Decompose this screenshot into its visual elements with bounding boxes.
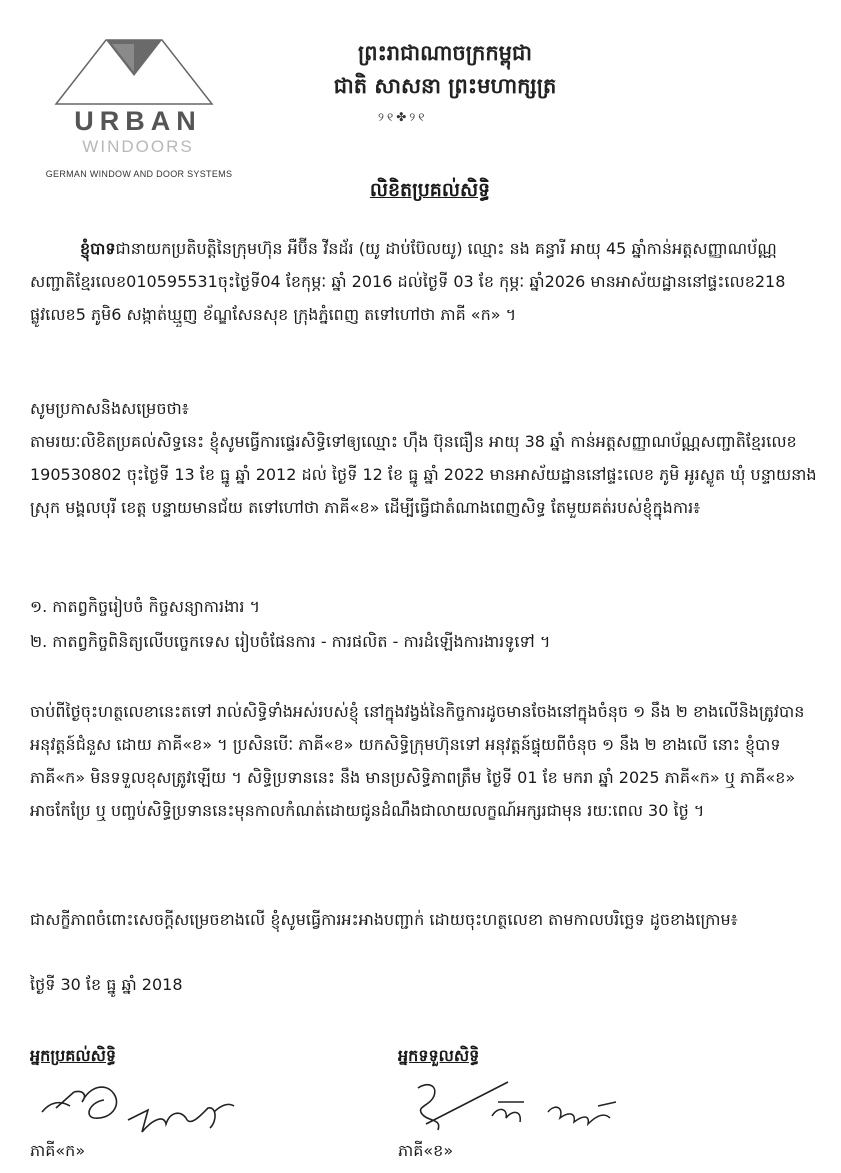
grantee-signature-block xyxy=(398,1045,479,1069)
grantee-signature-icon xyxy=(398,1072,638,1144)
grantor-signature-block xyxy=(30,1045,116,1069)
company-logo xyxy=(40,38,233,188)
document-date: ថ្ងៃទី 30 ខែ ធ្នូ ឆ្នាំ 2018 xyxy=(30,975,183,994)
logo-tagline: GERMAN WINDOW AND DOOR SYSTEMS xyxy=(45,169,233,179)
declare-heading: សូមប្រកាសនិងសម្រេចថា៖ xyxy=(30,399,189,418)
logo-triangle-icon xyxy=(54,38,214,106)
national-motto: ជាតិ សាសនា ព្រះមហាក្សត្រ xyxy=(333,74,557,98)
grantee-heading: អ្នកទទួលសិទ្ធិ xyxy=(398,1046,480,1065)
ornament-divider: ୨୧✤୨୧ xyxy=(378,110,428,124)
paragraph-witness: ជាសក្ខីភាពចំពោះសេចក្តីសម្រេចខាងលើ ខ្ញុំសូមធ្វើការអះអាងបញ្ជាក់ ដោយចុះហត្ថលេខា តាមកាលបរិច្ឆេទ ដូចខាងក្រោម៖ xyxy=(30,910,738,929)
list-item-2: ២. កាតព្វកិច្ចពិនិត្យលើបច្ចេកទេស រៀបចំផែនការ - ការផលិត - ការដំឡើងការងារទូទៅ ។ xyxy=(30,632,551,651)
logo-subbrand: WINDOORS xyxy=(82,137,194,156)
kingdom-heading: ព្រះរាជាណាចក្រកម្ពុជា xyxy=(357,41,532,65)
paragraph-terms: ចាប់ពីថ្ងៃចុះហត្ថលេខានេះតទៅ រាល់សិទ្ធិទាំងអស់របស់ខ្ញុំ នៅក្នុងវង្វង់នៃកិច្ចការដូចមានចែងនៅក្នុងចំនុច ១ នឹង ២ ខាងលើនិងត្រូវបានអនុវត្តន៍ជំនួស ដោយ ភាគី«ខ» ។ ប្រសិនបើៈ ភាគី«ខ» យកសិទ្ធិក្រុមហ៊ុនទៅ អនុវត្តន៍ផ្ទុយពីចំនុច ១ នឹង ២ ខាងលើ នោះ ខ្ញុំបាទ ភាគី«ក» មិនទទួលខុសត្រូវឡើយ ។ សិទ្ធិប្រទាននេះ នឹង មានប្រសិទ្ធិភាពត្រឹម ថ្ងៃទី 01 ខែ មករា ឆ្នាំ 2025 ភាគី«ក» ឬ ភាគី«ខ» អាចកែប្រែ ឬ បញ្ចប់សិទ្ធិប្រទាននេះមុនកាលកំណត់ដោយជូនដំណឹងជាលាយលក្ខណ៍អក្សរជាមុន រយៈពេល 30 ថ្ងៃ ។ xyxy=(30,702,805,820)
paragraph-lead: ខ្ញុំបាទ xyxy=(80,239,116,258)
paragraph-grantor xyxy=(30,232,820,331)
grantor-party: ភាគី«ក» xyxy=(30,1141,86,1160)
paragraph-transfer: តាមរយៈលិខិតប្រគល់សិទ្ធនេះ ខ្ញុំសូមធ្វើការផ្ទេរសិទ្ធិទៅឲ្យឈ្មោះ ហ៊ឹង ប៊ុនធឿន អាយុ 38 ឆ្នាំ កាន់អត្តសញ្ញាណប័ណ្ណសញ្ជាតិខ្មែរលេខ 190530802 ចុះថ្ងៃទី 13 ខែ ធ្នូ ឆ្នាំ 2012 ដល់ ថ្ងៃទី 12 ខែ ធ្នូ ឆ្នាំ 2022 មានអាស័យដ្ឋាននៅផ្ទះលេខ ភូមិ អូរស្លូត ឃុំ បន្ទាយនាង ស្រុក មង្គលបុរី ខេត្ត បន្ទាយមានជ័យ តទៅហៅថា ភាគី«ខ» ដើម្បីធ្វើជាតំណាងពេញសិទ្ធ តែមួយគត់របស់ខ្ញុំក្នុងការ៖ xyxy=(30,432,817,517)
grantor-signature-icon xyxy=(30,1072,260,1142)
document-title: លិខិតប្រគល់សិទ្ធិ xyxy=(369,179,491,201)
logo-brand: URBAN xyxy=(74,106,202,136)
grantee-party: ភាគី«ខ» xyxy=(398,1141,454,1160)
paragraph-grantor-text: ជានាយកប្រតិបត្តិនៃក្រុមហ៊ុន អឺប៊ីន វីនដ័រ (យូ ដាប់ប៊ែលយូ) ឈ្មោះ នង គន្ធារី អាយុ 45 ឆ្នាំកាន់អត្តសញ្ញាណប័ណ្ណសញ្ជាតិខ្មែរលេខ010595531ចុះថ្ងៃទី04 ខែកុម្ភៈ ឆ្នាំ 2016 ដល់ថ្ងៃទី 03 ខែ កុម្ភៈ ឆ្នាំ2026 មានអាស័យដ្ឋាននៅផ្ទះលេខ218 ផ្លូវលេខ5 ភូមិ6 សង្កាត់ឃ្មួញ ខ័ណ្ឌសែនសុខ ក្រុងភ្នំពេញ តទៅហៅថា ភាគី «ក» ។ xyxy=(30,239,786,324)
grantor-heading: អ្នកប្រគល់សិទ្ធិ xyxy=(30,1046,117,1065)
list-item-1: ១. កាតព្វកិច្ចរៀបចំ កិច្ចសន្យាការងារ ។ xyxy=(30,597,261,616)
